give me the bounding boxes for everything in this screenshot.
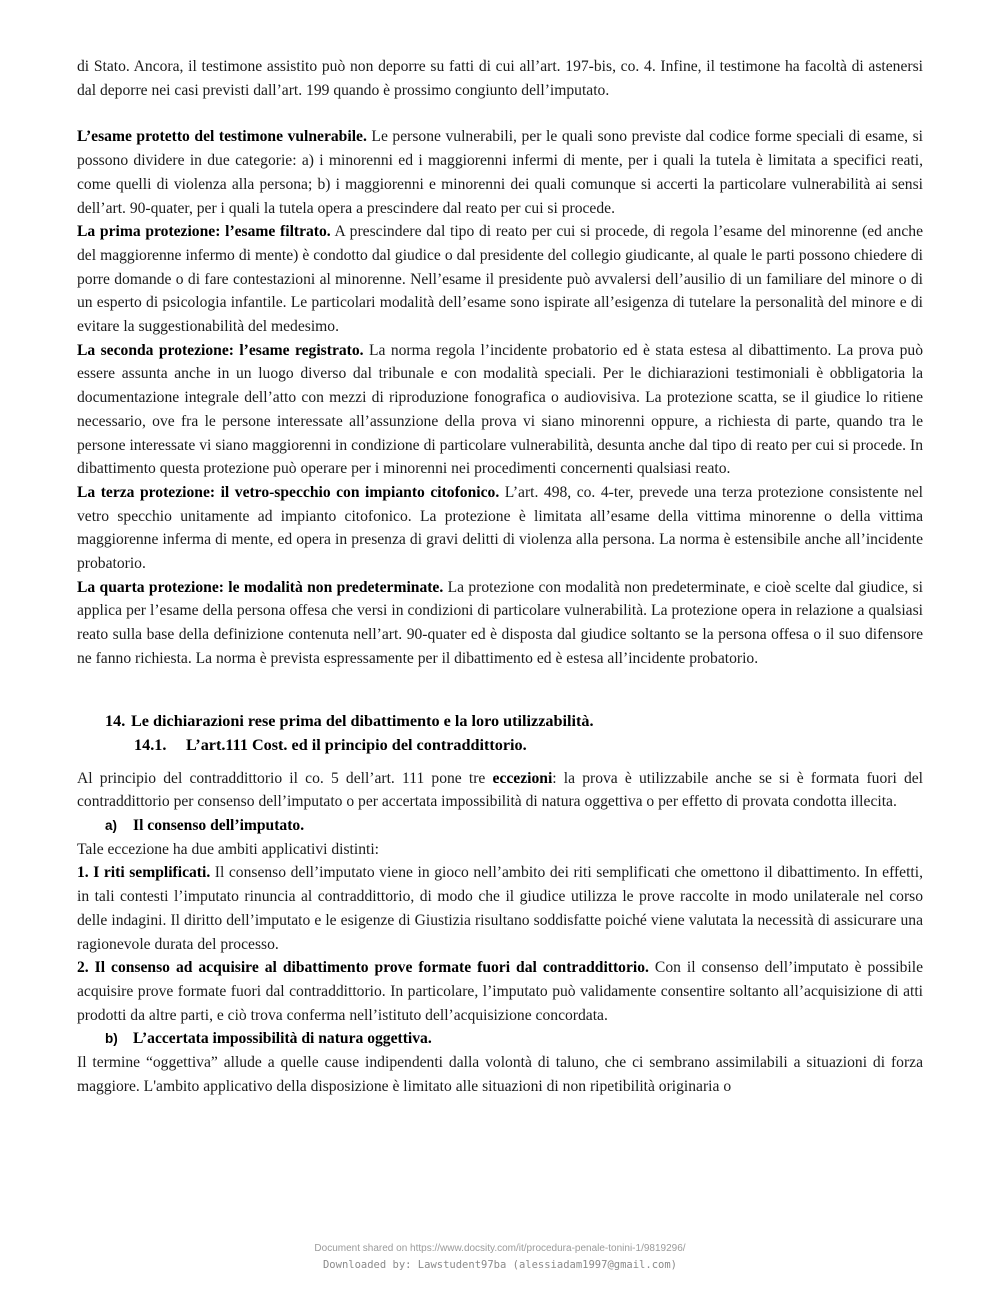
paragraph-text: : la prova è utilizzabile anche se si è formata fuori del contraddittorio per consenso dell’imputato o per accertata impossibilità di natura oggettiva o per effetto di provata condotta illecita. [77,769,923,811]
subsection-heading-14-1 [134,733,923,757]
paragraph-heading: 1. I riti semplificati. [77,864,211,882]
paragraph-heading: L’esame protetto del testimone vulnerabile. [77,128,367,146]
subsection-number: 14.1. [134,735,167,754]
list-heading-a [105,814,923,838]
paragraph-consenso-acquisire [77,956,923,1027]
paragraph-ambiti-applicativi: Tale eccezione ha due ambiti applicativi distinti: [77,840,380,858]
list-marker: b) [105,1031,118,1047]
paragraph-text: La protezione con modalità non predeterminate, e cioè scelte dal giudice, si applica per l’esame della persona offesa che versi in condizioni di particolare vulnerabilità. La protezione opera in relazione a qualsiasi reato sulla base della definizione contenuta nell’art. 90-quater ed è disposta dal giudice soltanto se la persona offesa o il suo difensore ne fanno richiesta. La norma è prevista espressamente per il dibattimento ed è estesa all’incidente probatorio. [77,578,923,667]
footer-download-notice: Downloaded by: Lawstudent97ba (alessiadam1997@gmail.com) [322,1259,677,1271]
paragraph-principio-contraddittorio [77,767,923,814]
paragraph-text: Al principio del contraddittorio il co. 5 dell’art. 111 pone tre [77,769,493,787]
paragraph-heading: La seconda protezione: l’esame registrato. [77,341,364,359]
section-heading-14 [105,709,923,733]
document-page [77,55,923,1098]
paragraph-quarta-protezione [77,576,923,671]
paragraph-esame-protetto [77,125,923,220]
list-heading-title: L’accertata impossibilità di natura oggettiva. [133,1030,432,1048]
paragraph-text: Con il consenso dell’imputato è possibile acquisire prove formate fuori dal contraddittorio. In particolare, l’imputato può validamente consentire soltanto all’acquisizione di atti prodotti da altre parti, e ciò trova conferma nell’istituto dell’acquisizione concordata. [77,959,923,1024]
paragraph-text: Il consenso dell’imputato viene in gioco nell’ambito dei riti semplificati che omettono il dibattimento. In effetti, in tali contesti l’imputato rinuncia al contraddittorio, di modo che il giudice utilizza le prove raccolte in modo unilaterale nel corso delle indagini. Il diritto dell’imputato e le esigenze di Giustizia risultano soddisfatte poiché viene valutata la necessità di assicurare una ragionevole durata del processo. [77,864,923,953]
section-title: Le dichiarazioni rese prima del dibattimento e la loro utilizzabilità. [131,711,594,730]
footer-shared-notice: Document shared on https://www.docsity.com/it/procedura-penale-tonini-1/9819296/ [314,1243,686,1254]
paragraph-seconda-protezione [77,339,923,481]
paragraph-heading: 2. Il consenso ad acquisire al dibattimento prove formate fuori dal contraddittorio. [77,959,649,977]
paragraph-heading: La terza protezione: il vetro-specchio con impianto citofonico. [77,483,500,501]
emphasis-eccezioni: eccezioni [492,769,553,787]
list-marker: a) [105,817,118,833]
paragraph-heading: La quarta protezione: le modalità non predeterminate. [77,578,444,596]
list-heading-b [105,1027,923,1051]
paragraph-prima-protezione [77,220,923,339]
paragraph-riti-semplificati [77,861,923,956]
paragraph-text: La norma regola l’incidente probatorio ed è stata estesa al dibattimento. La prova può essere assunta anche in un luogo diverso dal tribunale e con modalità speciali. Per le dichiarazioni testimoniali è obbligatoria la documentazione integrale dell’atto con mezzi di riproduzione fonografica o audiovisiva. La protezione scatta, se il giudice lo ritiene necessario, ove fra le persone interessate all’assunzione della prova vi siano minorenni oppure, a richiesta di parte, quando tra le persone interessate vi siano maggiorenni in condizione di particolare vulnerabilità, desunta anche dal tipo di reato per cui si procede. In dibattimento questa protezione può operare per i minorenni nei procedimenti concernenti qualsiasi reato. [77,341,923,478]
paragraph-text: L’art. 498, co. 4-ter, prevede una terza protezione consistente nel vetro specchio unitamente ad impianto citofonico. La protezione è limitata all’esame della vittima minorenne o della vittima maggiorenne inferma di mente, ed opera in presenza di gravi delitti di violenza alla persona. La norma è estensibile anche all’incidente probatorio. [77,483,923,573]
paragraph-text: Le persone vulnerabili, per le quali sono previste dal codice forme speciali di esame, si possono dividere in due categorie: a) i minorenni ed i maggiorenni infermi di mente, per i quali la tutela è limitata a specifici reati, come quelli di violenza alla persona; b) i maggiorenni e minorenni dei quali comunque si accerti la particolare vulnerabilità ai sensi dell’art. 90-quater, per i quali la tutela opera a prescindere dal reato per cui si procede. [77,128,923,217]
subsection-title: L’art.111 Cost. ed il principio del contraddittorio. [186,735,527,754]
paragraph-termine-oggettiva: Il termine “oggettiva” allude a quelle cause indipendenti dalla volontà di taluno, che ci sembrano assimilabili a situazioni di forza maggiore. L'ambito applicativo della disposizione è limitato alle situazioni di non ripetibilità originaria o [77,1054,923,1095]
list-heading-title: Il consenso dell’imputato. [133,816,305,834]
paragraph-text: A prescindere dal tipo di reato per cui si procede, di regola l’esame del minorenne (ed anche del maggiorenne infermo di mente) è condotto dal giudice o dal presidente del collegio giudicante, al quale le parti possono chiedere di porre domande o di fare contestazioni al minorenne. Nell’esame il presidente può avvalersi dell’ausilio di un familiare del minore o di un esperto di psicologia infantile. Le particolari modalità dell’esame sono ispirate all’esigenza di tutelare la personalità del minore e di evitare la suggestionabilità del medesimo. [77,223,923,336]
paragraph-terza-protezione [77,481,923,576]
paragraph-heading: La prima protezione: l’esame filtrato. [77,223,331,241]
section-number: 14. [105,711,126,730]
paragraph-testimone-assistito: di Stato. Ancora, il testimone assistito può non deporre su fatti di cui all’art. 197-bis, co. 4. Infine, il testimone ha facoltà di astenersi dal deporre nei casi previsti dall’art. 199 quando è prossimo congiunto dell’imputato. [77,58,923,99]
